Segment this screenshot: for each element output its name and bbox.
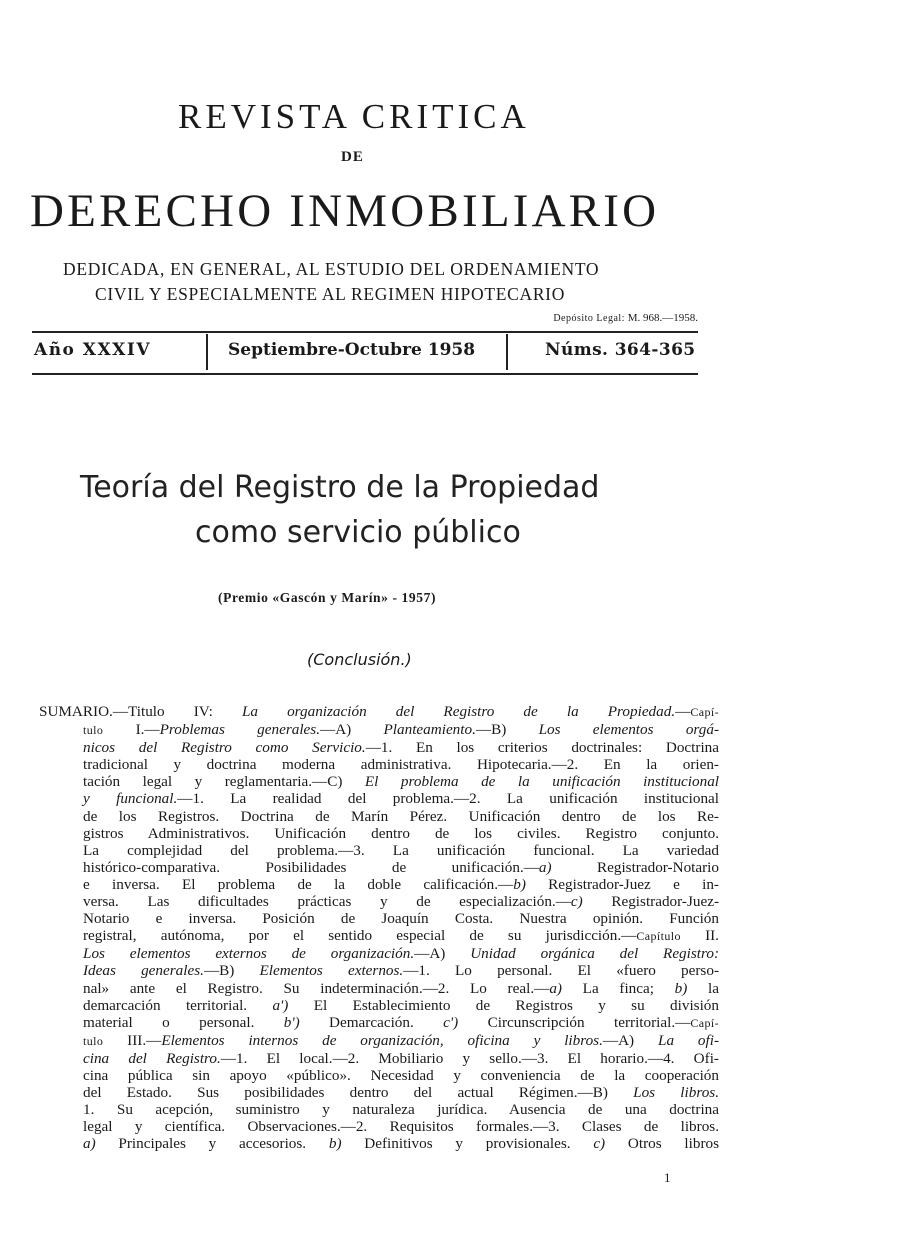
- sumario-text: Circunscripción territorial.—: [458, 1013, 691, 1031]
- sumario-text: Otros libros: [605, 1135, 720, 1153]
- sumario-italic: Elementos internos de organización, oficina y libros.: [161, 1031, 603, 1049]
- sumario-text: Principales y accesorios.: [95, 1135, 329, 1153]
- sumario-smallcaps: Capítulo: [636, 929, 681, 944]
- sumario-italic: Ideas generales.: [83, 962, 204, 980]
- sumario-text: El Establecimiento de Registros y su división: [288, 996, 719, 1014]
- sumario-text: —: [675, 703, 691, 720]
- sumario-line: [39, 1135, 719, 1152]
- sumario-line: [39, 1067, 719, 1084]
- sumario-line: [39, 739, 719, 756]
- masthead-de: DE: [341, 149, 364, 165]
- sumario-line: [39, 927, 719, 945]
- sumario-line: [39, 808, 719, 825]
- sumario-text: —B): [203, 962, 260, 980]
- sumario-smallcaps: tulo: [83, 723, 104, 738]
- sumario-line: [39, 773, 719, 790]
- sumario-italic: nicos del Registro como Servicio.: [83, 739, 366, 757]
- sumario-line: [39, 790, 719, 807]
- sumario-text: cina pública sin apoyo «público». Necesidad y conveniencia de la cooperación: [83, 1066, 719, 1084]
- sumario-line: [39, 825, 719, 842]
- sumario-smallcaps: tulo: [83, 1033, 104, 1048]
- sumario-italic: c): [593, 1135, 606, 1153]
- sumario-text: material o personal.: [83, 1013, 284, 1031]
- sumario-text: I.—: [103, 721, 160, 739]
- issue-bar-divider: [506, 334, 508, 370]
- sumario-text: e inversa. El problema de la doble calificación.—: [83, 875, 514, 893]
- sumario-line: [39, 1118, 719, 1135]
- issue-date: Septiembre-Octubre 1958: [228, 340, 476, 360]
- sumario-text: nal» ante el Registro. Su indeterminación.—2. Lo real.—: [83, 979, 550, 997]
- sumario-text: —1. Lo personal. El «fuero perso-: [403, 962, 719, 980]
- sumario-italic: b'): [283, 1013, 300, 1031]
- sumario-italic: La ofi-: [658, 1031, 719, 1049]
- deposito-legal-value: M. 968.—1958.: [627, 312, 698, 324]
- issue-number: Núms. 364-365: [545, 340, 696, 360]
- sumario-line: [39, 1084, 719, 1101]
- sumario-text: gistros Administrativos. Unificación dentro de los civiles. Registro conjunto.: [83, 824, 719, 842]
- sumario-text: —1. En los criterios doctrinales: Doctrina: [365, 739, 719, 757]
- sumario-italic: El problema de la unificación institucional: [364, 773, 720, 791]
- sumario-italic: cina del Registro.: [83, 1049, 221, 1067]
- article-title-line-1: Teoría del Registro de la Propiedad: [80, 470, 600, 505]
- issue-bar-divider: [206, 334, 208, 370]
- sumario-text: Definitivos y provisionales.: [341, 1135, 594, 1153]
- sumario-text: Registrador-Juez-: [582, 893, 719, 911]
- masthead-derecho-inmobiliario: DERECHO INMOBILIARIO: [30, 185, 660, 237]
- sumario-italic: Unidad orgánica del Registro:: [470, 945, 719, 963]
- sumario-line: [39, 859, 719, 876]
- sumario-line: [39, 756, 719, 773]
- masthead-subtitle-line-2: CIVIL Y ESPECIALMENTE AL REGIMEN HIPOTECARIO: [95, 284, 566, 304]
- sumario-paragraph: [39, 703, 719, 1152]
- masthead-subtitle-line-1: DEDICADA, EN GENERAL, AL ESTUDIO DEL ORDENAMIENTO: [63, 259, 600, 279]
- sumario-italic: b): [513, 875, 526, 893]
- sumario-text: la: [687, 979, 719, 997]
- sumario-text: Notario e inversa. Posición de Joaquín Costa. Nuestra opinión. Función: [83, 910, 719, 928]
- sumario-text: —1. La realidad del problema.—2. La unificación institucional: [177, 790, 720, 808]
- sumario-line: [39, 1032, 719, 1050]
- sumario-italic: c'): [443, 1013, 459, 1031]
- sumario-text: tación legal y reglamentaria.—C): [83, 773, 365, 791]
- sumario-italic: a): [83, 1135, 96, 1153]
- sumario-italic: Los elementos orgá-: [538, 721, 720, 739]
- sumario-text: versa. Las dificultades prácticas y de especialización.—: [83, 893, 571, 911]
- award-note: (Premio «Gascón y Marín» - 1957): [218, 590, 437, 605]
- masthead-revista-critica: REVISTA CRITICA: [178, 97, 530, 136]
- sumario-line: [39, 980, 719, 997]
- deposito-legal: [553, 312, 698, 324]
- sumario-italic: b): [674, 979, 688, 997]
- issue-bar-bottom-rule: [32, 373, 698, 375]
- sumario-smallcaps: Capí-: [690, 1015, 719, 1030]
- issue-year: Año XXXIV: [34, 340, 152, 360]
- sumario-text: —A): [414, 945, 471, 963]
- sumario-text: demarcación territorial.: [83, 996, 273, 1014]
- sumario-text: SUMARIO.—Titulo IV:: [39, 703, 242, 720]
- sumario-italic: c): [570, 893, 583, 911]
- sumario-text: —1. El local.—2. Mobiliario y sello.—3. El horario.—4. Ofi-: [220, 1049, 719, 1067]
- sumario-text: de los Registros. Doctrina de Marín Pérez. Unificación dentro de los Re-: [83, 807, 719, 825]
- sumario-line: [39, 876, 719, 893]
- sumario-text: La finca;: [561, 979, 675, 997]
- sumario-line: [39, 945, 719, 962]
- sumario-line: [39, 1014, 719, 1032]
- sumario-italic: Planteamiento.: [383, 721, 476, 739]
- sumario-italic: Los elementos externos de organización.: [83, 945, 415, 963]
- sumario-line: [39, 1050, 719, 1067]
- sumario-text: legal y científica. Observaciones.—2. Requisitos formales.—3. Clases de libros.: [83, 1118, 719, 1136]
- sumario-text: —A): [320, 721, 384, 739]
- sumario-text: Demarcación.: [299, 1013, 444, 1031]
- sumario-italic: a): [549, 979, 562, 997]
- sumario-italic: Elementos externos.: [259, 962, 404, 980]
- sumario-line: [39, 842, 719, 859]
- sumario-line: [39, 703, 719, 721]
- sumario-text: Registrador-Notario: [551, 858, 719, 876]
- issue-bar-top-rule: [32, 331, 698, 333]
- sumario-line: [39, 962, 719, 979]
- sumario-italic: b): [328, 1135, 342, 1153]
- sumario-smallcaps: Capí-: [690, 705, 719, 719]
- sumario-italic: a'): [272, 996, 289, 1014]
- sumario-text: Registrador-Juez e in-: [525, 875, 719, 893]
- article-title-line-2: como servicio público: [195, 515, 521, 550]
- sumario-text: registral, autónoma, por el sentido especial de su jurisdicción.—: [83, 927, 637, 945]
- sumario-text: —B): [475, 721, 539, 739]
- sumario-line: [39, 893, 719, 910]
- sumario-text: del Estado. Sus posibilidades dentro del actual Régimen.—B): [83, 1084, 634, 1102]
- conclusion-note: (Conclusión.): [307, 650, 412, 669]
- sumario-text: II.: [680, 927, 719, 945]
- sumario-line: [39, 1101, 719, 1118]
- page-number: 1: [664, 1170, 671, 1185]
- sumario-italic: Los libros.: [633, 1084, 719, 1102]
- sumario-text: —A): [602, 1031, 658, 1049]
- sumario-line: [39, 997, 719, 1014]
- sumario-text: tradicional y doctrina moderna administrativa. Hipotecaria.—2. En la orien-: [83, 756, 719, 774]
- sumario-italic: La organización del Registro de la Propiedad.: [241, 703, 676, 720]
- sumario-text: histórico-comparativa. Posibilidades de unificación.—: [83, 858, 539, 876]
- sumario-text: La complejidad del problema.—3. La unificación funcional. La variedad: [83, 841, 719, 859]
- sumario-line: [39, 910, 719, 927]
- sumario-italic: a): [538, 858, 552, 876]
- sumario-italic: y funcional.: [83, 790, 178, 808]
- deposito-legal-label: Depósito Legal:: [553, 313, 625, 324]
- sumario-text: III.—: [103, 1031, 162, 1049]
- sumario-text: 1. Su acepción, suministro y naturaleza jurídica. Ausencia de una doctrina: [83, 1101, 719, 1119]
- sumario-italic: Problemas generales.: [159, 721, 320, 739]
- sumario-line: [39, 721, 719, 739]
